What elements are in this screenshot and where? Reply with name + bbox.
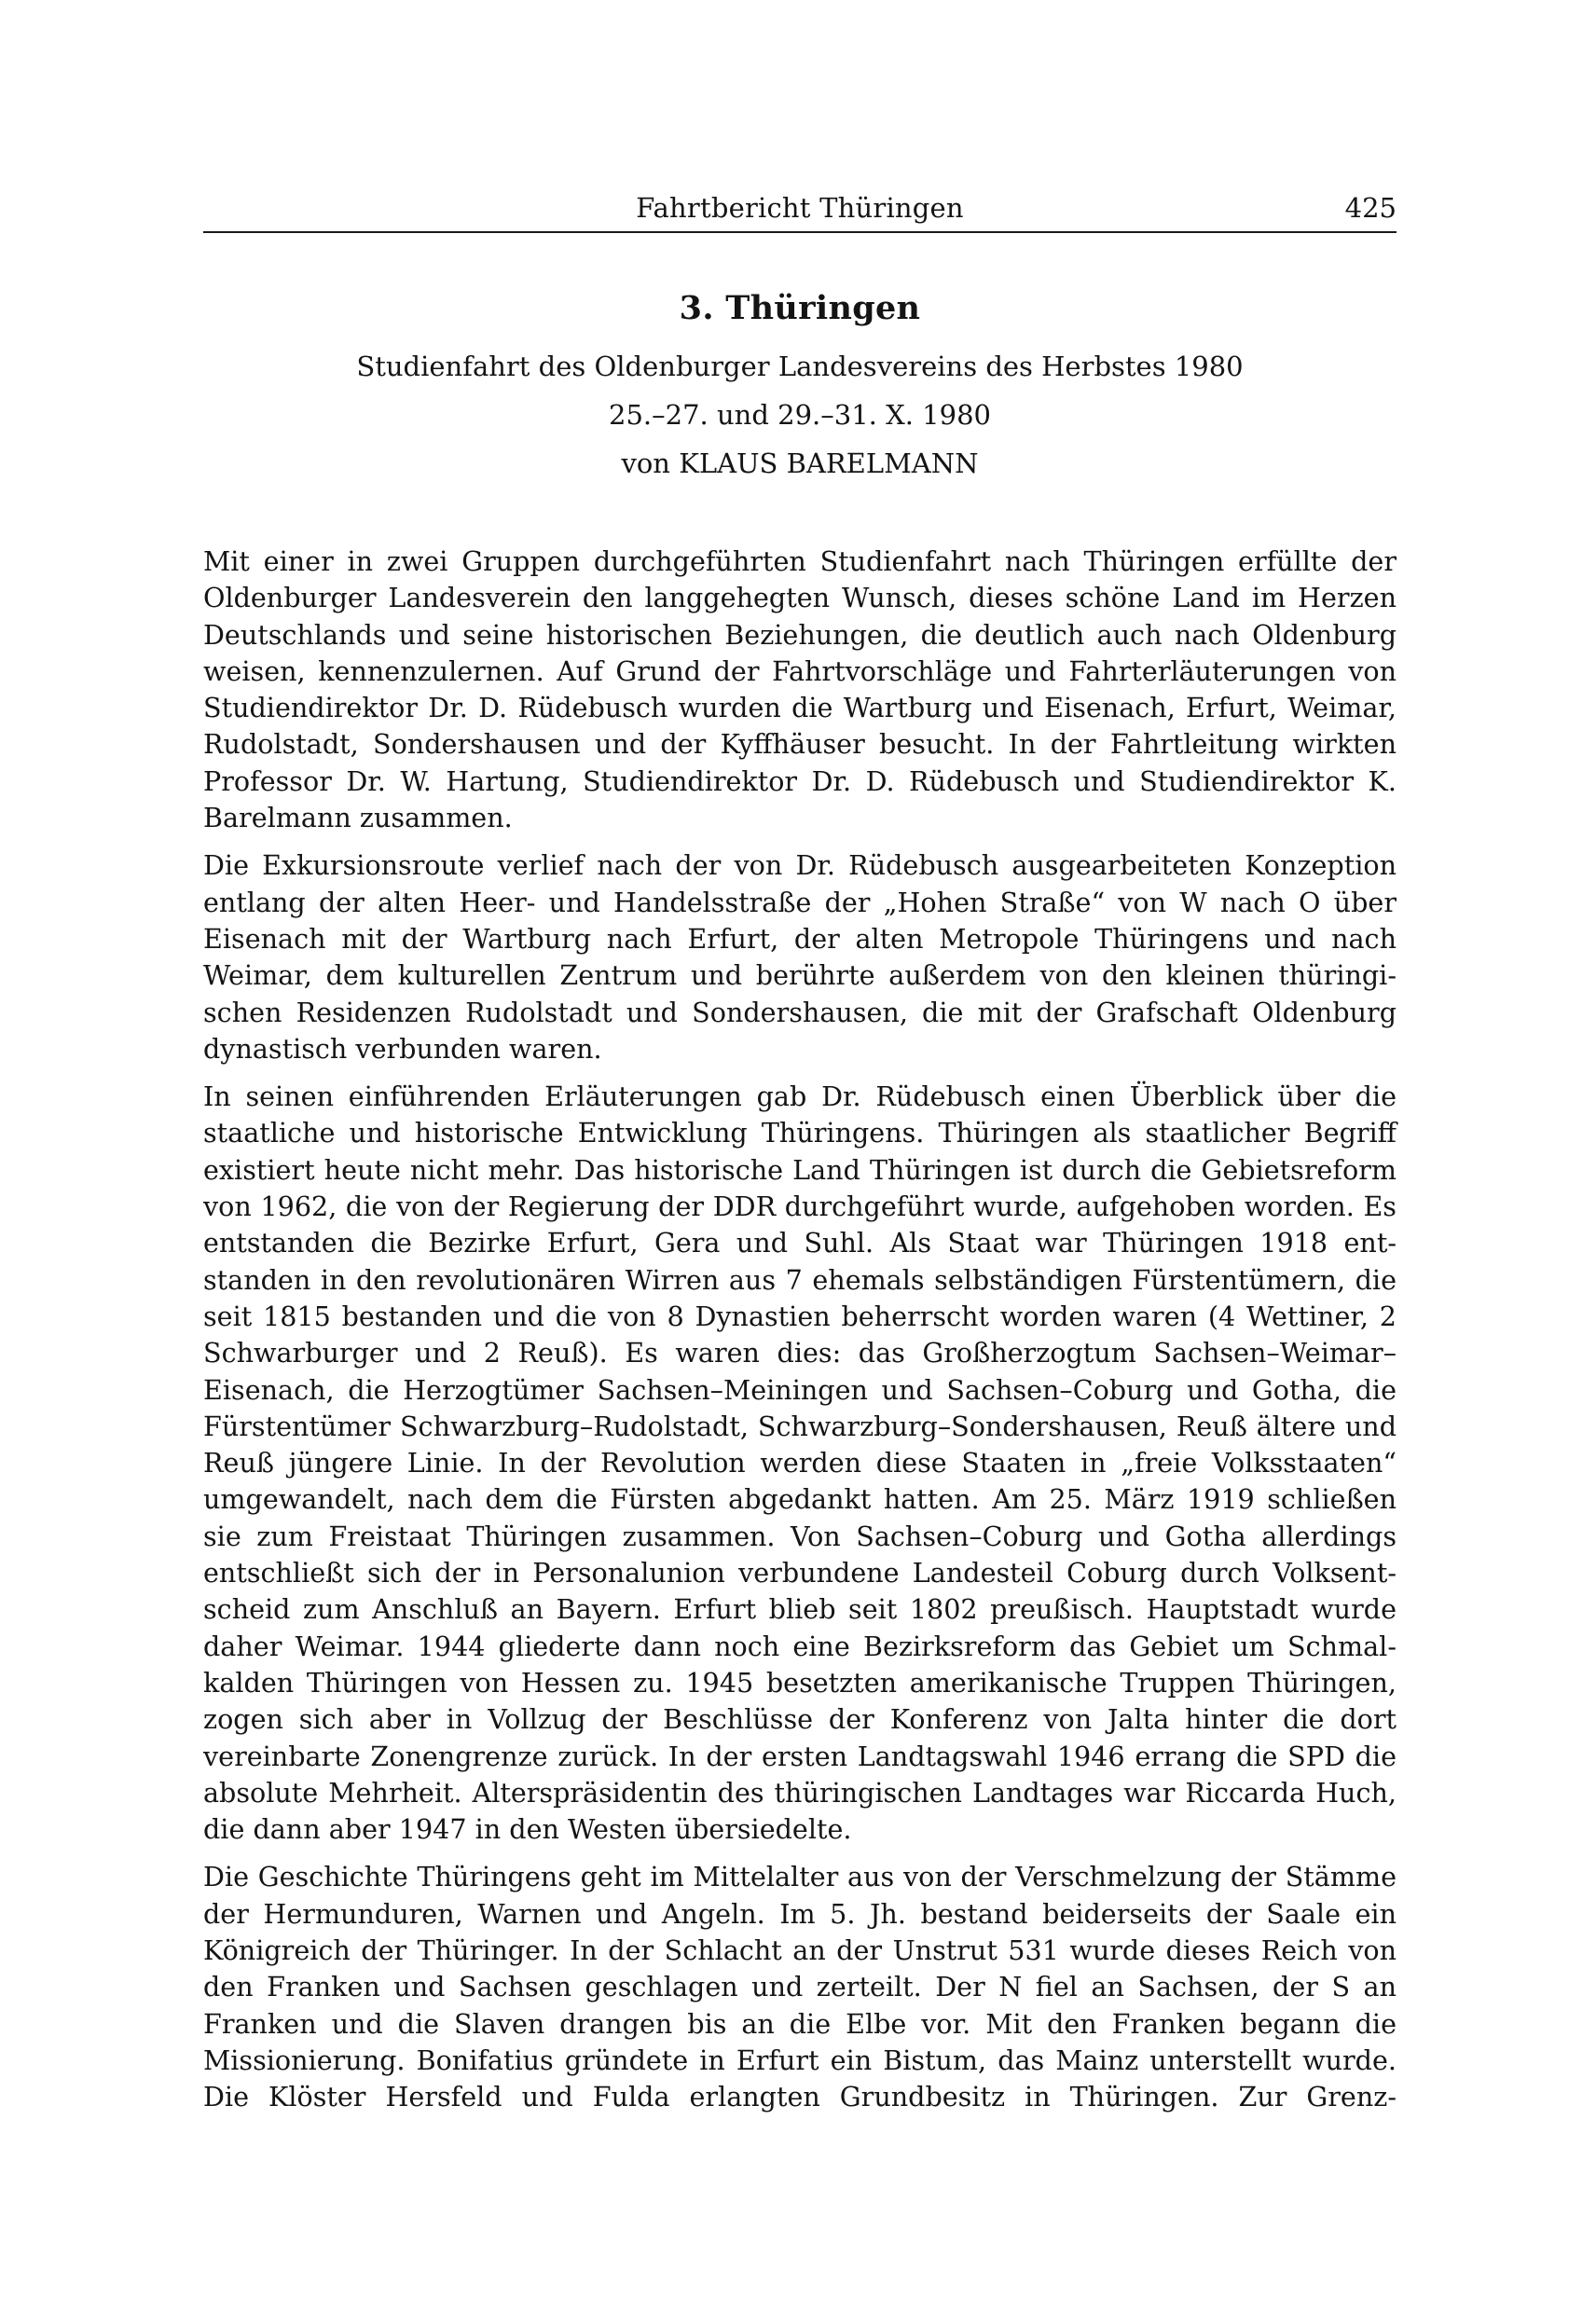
article-heading (203, 289, 1396, 488)
article-subtitle: Studienfahrt des Oldenburger Landesvereins des Herbstes 1980 (356, 351, 1244, 382)
paragraph-2: Die Exkursionsroute verlief nach der von Dr. Rüdebusch ausgearbeiteten Konzeption entlang der alten Heer- und Handelsstraße der „Hohen Straße“ von W nach O über Eisenach mit der Wartburg nach Erfurt, der alten Metropole Thüringens und nach Weimar, dem kulturellen Zentrum und berührte außerdem von den kleinen thüringischen Residenzen Rudolstadt und Sondershausen, die mit der Grafschaft Oldenburg dynastisch verbunden waren. (203, 849, 1396, 1065)
paragraph-1: Mit einer in zwei Gruppen durchgeführten Studienfahrt nach Thüringen erfüllte der Oldenburger Landesverein den langgehegten Wunsch, dieses schöne Land im Herzen Deutschlands und seine historischen Beziehungen, die deutlich auch nach Oldenburg weisen, kennenzulernen. Auf Grund der Fahrtvorschläge und Fahrterläuterungen von Studiendirektor Dr. D. Rüdebusch wurden die Wartburg und Eisenach, Erfurt, Weimar, Rudolstadt, Sondershausen und der Kyffhäuser besucht. In der Fahrtleitung wirkten Professor Dr. W. Hartung, Studiendirektor Dr. D. Rüdebusch und Studiendirektor K. Barelmann zusammen. (203, 545, 1396, 834)
page-number: 425 (1344, 192, 1396, 224)
running-title: Fahrtbericht Thüringen (636, 192, 964, 224)
paragraph-4: Die Geschichte Thüringens geht im Mittelalter aus von der Verschmelzung der Stämme der Hermunduren, Warnen und Angeln. Im 5. Jh. bestand beiderseits der Saale ein Königreich der Thüringer. In der Schlacht an der Unstrut 531 wurde dieses Reich von den Franken und Sachsen geschlagen und zerteilt. Der N fiel an Sachsen, der S an Franken und die Slaven drangen bis an die Elbe vor. Mit den Franken begann die Missionierung. Bonifatius gründete in Erfurt ein Bistum, das Mainz unterstellt wurde. Die Klöster Hersfeld und Fulda erlangten Grundbesitz in Thüringen. Zur Grenz- (203, 1861, 1396, 2113)
paragraph-3: In seinen einführenden Erläuterungen gab Dr. Rüdebusch einen Überblick über die staatliche und historische Entwicklung Thüringens. Thüringen als staatlicher Begriff existiert heute nicht mehr. Das historische Land Thüringen ist durch die Gebietsreform von 1962, die von der Regierung der DDR durchgeführt wurde, aufgehoben worden. Es entstanden die Bezirke Erfurt, Gera und Suhl. Als Staat war Thüringen 1918 entstanden in den revolutionären Wirren aus 7 ehemals selbständigen Fürstentümern, die seit 1815 bestanden und die von 8 Dynastien beherrscht worden waren (4 Wettiner, 2 Schwarburger und 2 Reuß). Es waren dies: das Großherzogtum Sachsen–Weimar–Eisenach, die Herzogtümer Sachsen–Meiningen und Sachsen–Coburg und Gotha, die Fürstentümer Schwarzburg–Rudolstadt, Schwarzburg–Sondershausen, Reuß ältere und Reuß jüngere Linie. In der Revolution werden diese Staaten in „freie Volksstaaten“ umgewandelt, nach dem die Fürsten abgedankt hatten. Am 25. März 1919 schließen sie zum Freistaat Thüringen zusammen. Von Sachsen–Coburg und Gotha allerdings entschließt sich der in Personalunion verbundene Landesteil Coburg durch Volksentscheid zum Anschluß an Bayern. Erfurt blieb seit 1802 preußisch. Hauptstadt wurde daher Weimar. 1944 gliederte dann noch eine Bezirksreform das Gebiet um Schmalkalden Thüringen von Hessen zu. 1945 besetzten amerikanische Truppen Thüringen, zogen sich aber in Vollzug der Beschlüsse der Konferenz von Jalta hinter die dort vereinbarte Zonengrenze zurück. In der ersten Landtagswahl 1946 errang die SPD die absolute Mehrheit. Alterspräsidentin des thüringischen Landtages war Riccarda Huch, die dann aber 1947 in den Westen übersiedelte. (203, 1080, 1396, 1846)
article-dates: 25.–27. und 29.–31. X. 1980 (609, 399, 991, 431)
article-body (203, 544, 1396, 2115)
article-author: von KLAUS BARELMANN (621, 447, 979, 479)
running-header (203, 186, 1396, 233)
article-title: 3. Thüringen (679, 289, 921, 327)
document-page (203, 186, 1396, 2126)
